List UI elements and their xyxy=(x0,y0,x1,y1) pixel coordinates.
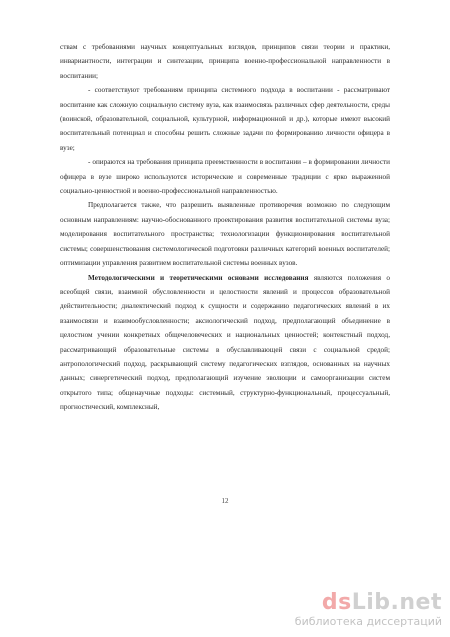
body-text xyxy=(60,40,390,415)
section-heading-inline: Методологическими и теоретическими основами исследования xyxy=(88,273,309,282)
logo-prefix: ds xyxy=(321,590,352,615)
page-number: 12 xyxy=(221,497,229,505)
paragraph-5-text: являются положения о всеобщей связи, взаимной обусловленности и целостности явлений и процессов образовательной действительности; диалектический подход к сущности и содержанию педагогических явлений в их взаимосвязи и взаимообусловленности; аксиологический подход, предполагающий объединение в целостном учении конкретных общечеловеческих и национальных ценностей; контекстный подход, рассматривающий образовательные системы в обуславливающей связи с социальной средой; антропологический подход, раскрывающий систему педагогических взглядов, основанных на научных данных; синергетический подход, предполагающий изучение эволюции и самоорганизации систем открытого типа; общенаучные подходы: системный, структурно-функциональный, процессуальный, прогностический, комплексный, xyxy=(60,273,391,412)
dslib-watermark[interactable] xyxy=(295,591,442,629)
paragraph-2: - соответствуют требованиям принципа системного подхода в воспитании - рассматривают воспитание как сложную социальную систему вуза, как взаимосвязь различных сфер деятельности, среды (воинской, образовательной, социальной, культурной, информационной и др.), которые имеют высокий воспитательный потенциал и способны решить сложные задачи по формированию личности офицера в вузе; xyxy=(60,86,390,152)
paragraph-3: - опираются на требования принципа преемственности в воспитании – в формировании личности офицера в вузе широко используются исторические и современные традиции с ярко выраженной социально-ценностной и военно-профессиональной направленностью. xyxy=(60,158,390,196)
logo-rest: Lib.net xyxy=(351,590,442,615)
watermark-subtitle: библиотека диссертаций xyxy=(294,615,442,628)
paragraph-4: Предполагается также, что разрешить выявленные противоречия возможно по следующим основным направлениям: научно-обоснованного проектирования развития воспитательной системы вуза; моделирования воспитательного пространства; технологизации функционирования воспитательной системы; совершенствования системологической подготовки различных категорий военных воспитателей; оптимизации управления развитием воспитательной системы военных вузов. xyxy=(60,201,390,268)
paragraph-5 xyxy=(60,271,390,415)
dslib-logo xyxy=(295,591,442,615)
paragraph-1: ствам с требованиями научных концептуальных взглядов, принципов связи теории и практики, инвариантности, интеграции и синтезации, принципа военно-профессиональной направленности в воспитании; xyxy=(60,43,390,80)
